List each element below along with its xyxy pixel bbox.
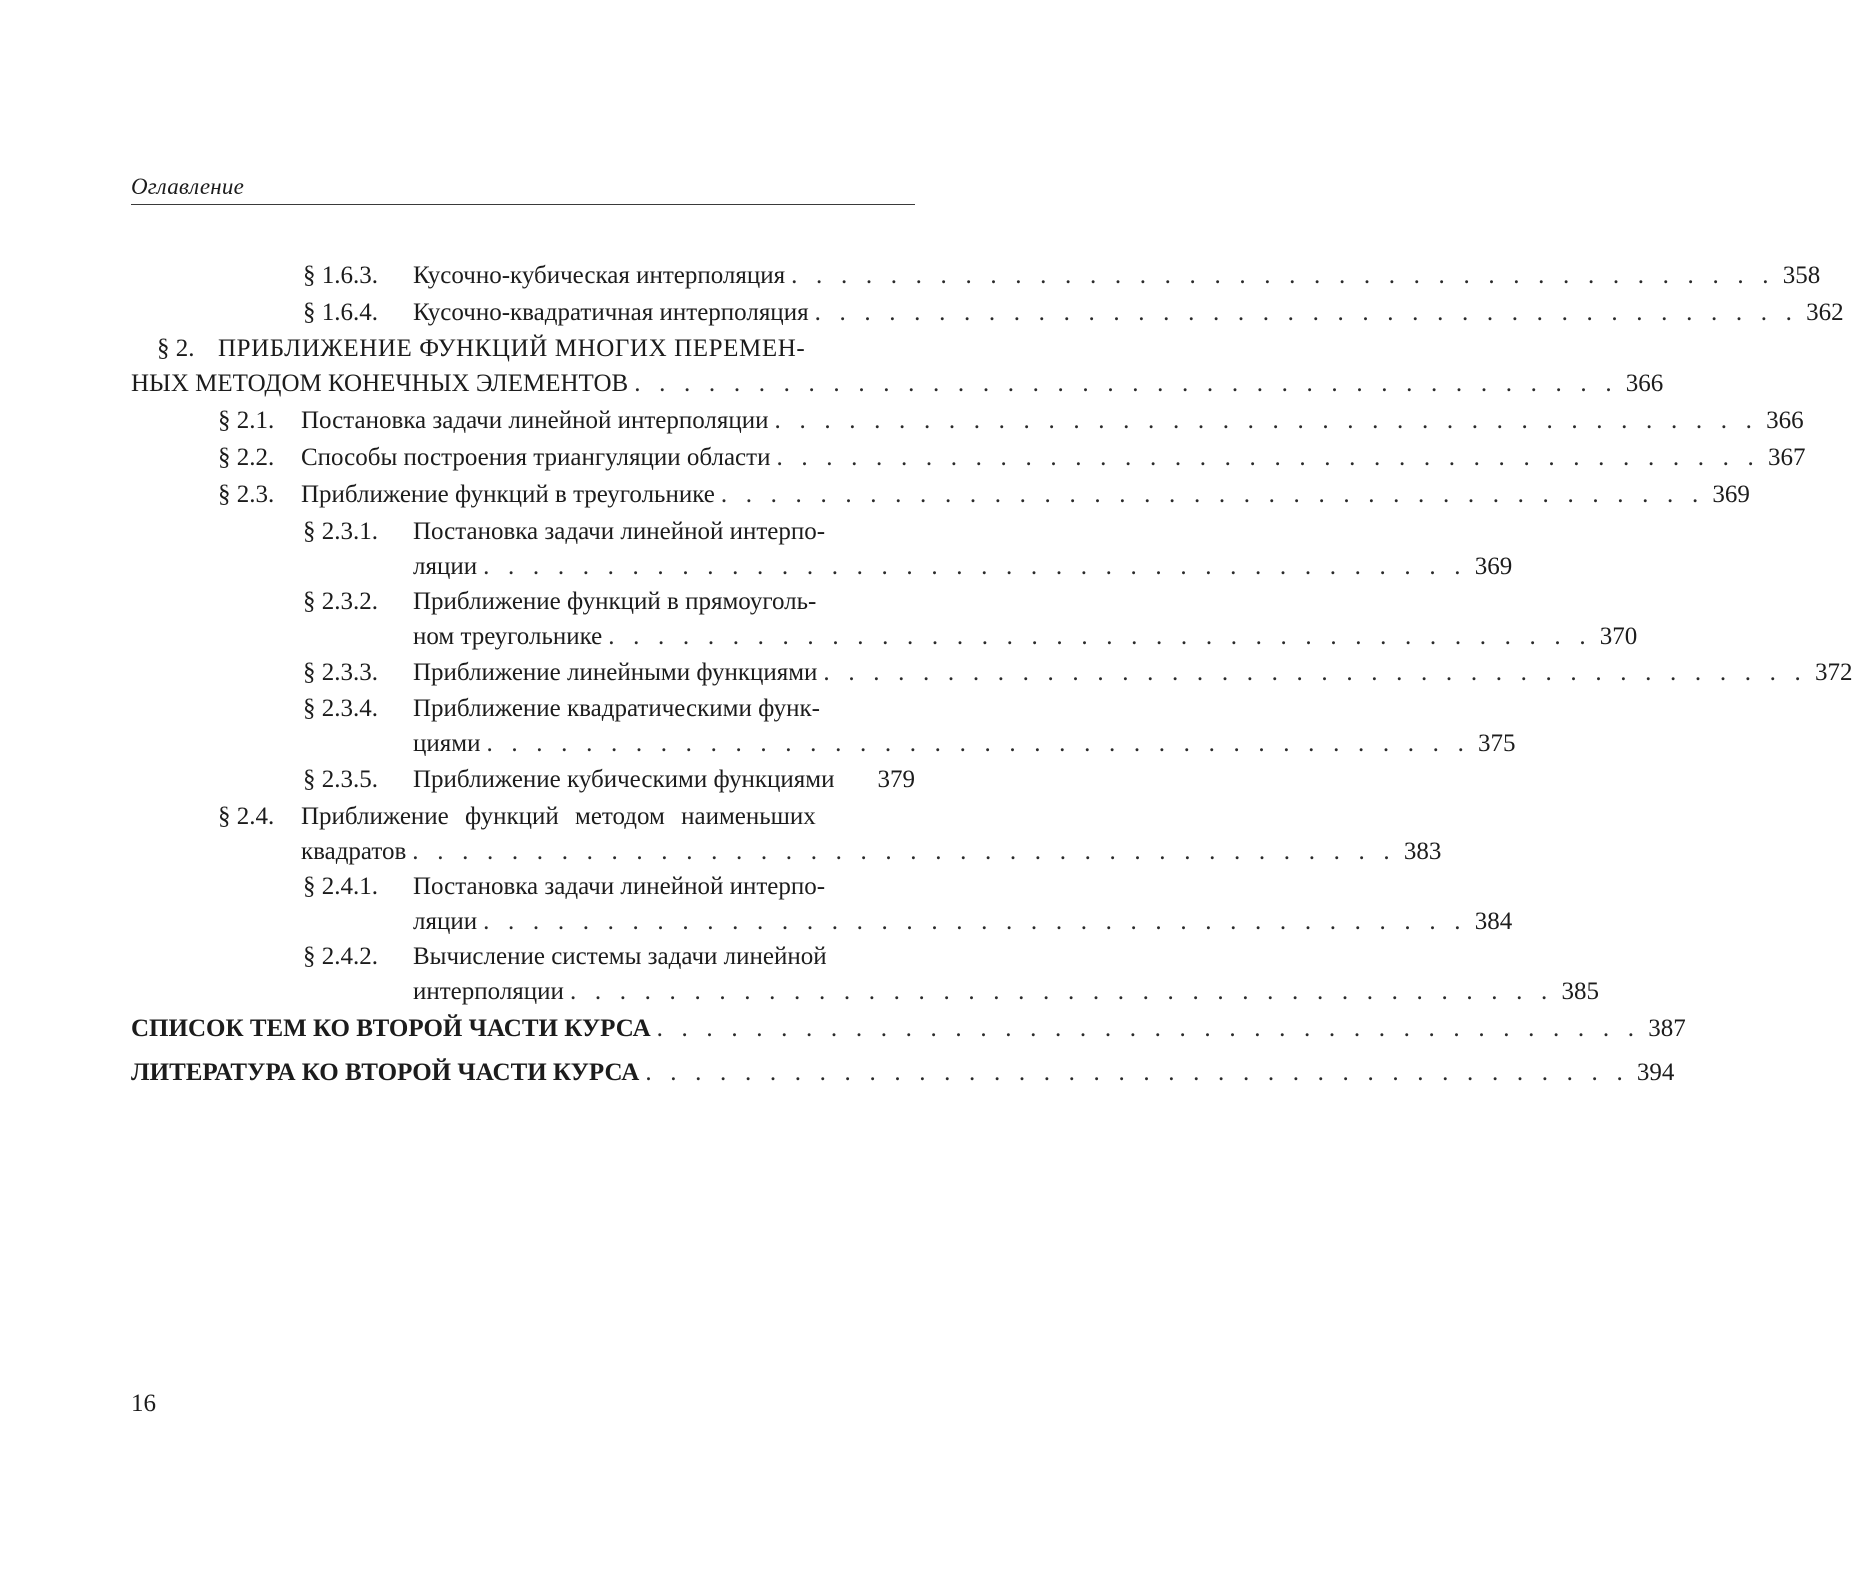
toc-entry-line bbox=[413, 620, 1638, 654]
toc-entry-number: § 2.1. bbox=[218, 407, 275, 434]
toc-entry-title: НЫХ МЕТОДОМ КОНЕЧНЫХ ЭЛЕМЕНТОВ bbox=[131, 370, 629, 397]
toc-entry-title-line1: Приближение функций методом наименьших bbox=[301, 803, 816, 830]
toc-entry-page: 379 bbox=[877, 766, 915, 793]
toc-entry-title: ном треугольнике bbox=[413, 623, 603, 650]
toc-entry-line bbox=[413, 905, 1513, 939]
toc-entry-number: § 2.4.1. bbox=[303, 873, 378, 900]
leader-dots: . . . . . . . . . . . . . . . . . . . . . . . . . . . . . . . . . . . . . . . . bbox=[634, 370, 1618, 397]
toc-entry[interactable] bbox=[0, 1056, 1675, 1092]
toc-entry-line bbox=[413, 656, 1852, 690]
toc-entry-page: 375 bbox=[1478, 730, 1516, 757]
toc-entry-line bbox=[413, 975, 1600, 1009]
toc-entry-page: 358 bbox=[1782, 262, 1821, 289]
toc-entry-line bbox=[413, 550, 1513, 584]
toc-entry-number: § 1.6.3. bbox=[303, 262, 378, 289]
toc-entry-line bbox=[301, 835, 1442, 869]
toc-entry-title-line1: Приближение квадратическими функ- bbox=[413, 695, 821, 722]
toc-entry-page: 384 bbox=[1474, 908, 1513, 935]
toc-entry-number: § 2.3.5. bbox=[303, 766, 378, 793]
toc-entry-number: § 1.6.4. bbox=[303, 299, 378, 326]
leader-dots: . . . . . . . . . . . . . . . . . . . . . . . . . . . . . . . . . . . . . . . . bbox=[569, 978, 1554, 1005]
toc-entry-title-line1: Вычисление системы задачи линейной bbox=[413, 943, 827, 970]
toc-entry[interactable] bbox=[0, 1012, 1686, 1048]
leader-dots: . . . . . . . . . . . . . . . . . . . . . . . . . . . . . . . . . . . . . . . . bbox=[720, 481, 1705, 508]
toc-entry-number: § 2. bbox=[157, 335, 195, 362]
toc-entry[interactable] bbox=[0, 441, 1806, 475]
toc-entry[interactable] bbox=[0, 404, 1804, 438]
toc-entry-number: § 2.3.4. bbox=[303, 695, 378, 722]
toc-entry-title: Способы построения триангуляции области bbox=[301, 444, 771, 471]
toc-entry[interactable] bbox=[0, 585, 1638, 655]
toc-entry[interactable] bbox=[0, 515, 1513, 585]
toc-entry[interactable] bbox=[0, 332, 1664, 402]
running-header: Оглавление bbox=[131, 172, 915, 205]
toc-entry-page: 366 bbox=[1625, 370, 1664, 397]
leader-dots: . . . . . . . . . . . . . . . . . . . . . . . . . . . . . . . . . . . . . . . . bbox=[486, 730, 1471, 757]
toc-entry-line bbox=[413, 763, 915, 797]
toc-entry-number: § 2.4.2. bbox=[303, 943, 378, 970]
toc-entry-title-line1: Приближение функций в прямоуголь- bbox=[413, 588, 817, 615]
toc-entry-title: ляции bbox=[413, 908, 478, 935]
toc-entry-title-line1: ПРИБЛИЖЕНИЕ ФУНКЦИЙ МНОГИХ ПЕРЕМЕН- bbox=[218, 335, 806, 362]
toc-entry[interactable] bbox=[0, 763, 1000, 797]
toc-entry-page: 385 bbox=[1561, 978, 1600, 1005]
leader-dots: . . . . . . . . . . . . . . . . . . . . . . . . . . . . . . . . . . . . . . . . bbox=[483, 553, 1467, 580]
toc-entry-line bbox=[301, 404, 1804, 438]
toc-entry[interactable] bbox=[0, 940, 1600, 1010]
leader-dots: . . . . . . . . . . . . . . . . . . . . . . . . . . . . . . . . . . . . . . . . bbox=[608, 623, 1592, 650]
toc-entry[interactable] bbox=[0, 800, 1442, 870]
toc-entry-number: § 2.3.3. bbox=[303, 659, 378, 686]
toc-entry-title-line1: Постановка задачи линейной интерпо- bbox=[413, 518, 826, 545]
toc-entry-number: § 2.3.1. bbox=[303, 518, 378, 545]
toc-entry-page: 366 bbox=[1766, 407, 1804, 434]
toc-entry-title: Кусочно-кубическая интерполяция bbox=[413, 262, 786, 289]
toc-entry-title: циями bbox=[413, 730, 481, 757]
leader-dots: . . . . . . . . . . . . . . . . . . . . . . . . . . . . . . . . . . . . . . . . bbox=[776, 444, 1761, 471]
toc-entry[interactable] bbox=[0, 692, 1516, 762]
toc-entry-title: Приближение кубическими функциями bbox=[413, 766, 835, 793]
leader-dots: . . . . . . . . . . . . . . . . . . . . . . . . . . . . . . . . . . . . . . . . bbox=[483, 908, 1467, 935]
toc-entry-number: § 2.3.2. bbox=[303, 588, 378, 615]
toc-entry-page: 370 bbox=[1599, 623, 1638, 650]
toc-entry-page: 387 bbox=[1648, 1015, 1686, 1042]
toc-entry[interactable] bbox=[0, 656, 1852, 690]
toc-entry[interactable] bbox=[0, 478, 1750, 512]
toc-entry-title: Постановка задачи линейной интерполяции bbox=[301, 407, 769, 434]
toc-entry-line bbox=[413, 727, 1516, 761]
toc-entry-title-line1: Постановка задачи линейной интерпо- bbox=[413, 873, 826, 900]
toc-entry-page: 383 bbox=[1403, 838, 1442, 865]
toc-entry-line bbox=[413, 296, 1844, 330]
toc-entry[interactable] bbox=[0, 296, 1844, 330]
toc-entry[interactable] bbox=[0, 870, 1513, 940]
leader-dots: . . . . . . . . . . . . . . . . . . . . . . . . . . . . . . . . . . . . . . . . bbox=[823, 659, 1807, 686]
toc-entry-page: 362 bbox=[1806, 299, 1844, 326]
toc-entry-number: § 2.2. bbox=[218, 444, 275, 471]
page-number: 16 bbox=[131, 1390, 156, 1417]
toc-entry-page: 369 bbox=[1474, 553, 1513, 580]
toc-entry-title: ЛИТЕРАТУРА КО ВТОРОЙ ЧАСТИ КУРСА bbox=[131, 1059, 640, 1086]
toc-entry-title: интерполяции bbox=[413, 978, 564, 1005]
toc-entry-page: 372 bbox=[1814, 659, 1852, 686]
toc-entry-title: СПИСОК ТЕМ КО ВТОРОЙ ЧАСТИ КУРСА bbox=[131, 1015, 651, 1042]
toc-entry-line bbox=[131, 1056, 1675, 1090]
toc-entry-line bbox=[301, 478, 1750, 512]
leader-dots: . . . . . . . . . . . . . . . . . . . . . . . . . . . . . . . . . . . . . . . . bbox=[814, 299, 1799, 326]
leader-dots: . . . . . . . . . . . . . . . . . . . . . . . . . . . . . . . . . . . . . . . . bbox=[645, 1059, 1629, 1086]
toc-entry-line bbox=[131, 1012, 1686, 1046]
toc-entry-title: Приближение функций в треугольнике bbox=[301, 481, 715, 508]
toc-entry-title: квадратов bbox=[301, 838, 407, 865]
leader-dots: . . . . . . . . . . . . . . . . . . . . . . . . . . . . . . . . . . . . . . . . bbox=[412, 838, 1396, 865]
toc-entry-page: 394 bbox=[1636, 1059, 1675, 1086]
toc-entry-title: Приближение линейными функциями bbox=[413, 659, 818, 686]
toc-entry-number: § 2.4. bbox=[218, 803, 275, 830]
toc-entry-title: Кусочно-квадратичная интерполяция bbox=[413, 299, 809, 326]
toc-entry-page: 367 bbox=[1768, 444, 1806, 471]
toc-entry-number: § 2.3. bbox=[218, 481, 275, 508]
toc-entry-page: 369 bbox=[1712, 481, 1750, 508]
toc-entry-line bbox=[301, 441, 1806, 475]
toc-entry-line bbox=[413, 259, 1821, 293]
leader-dots: . . . . . . . . . . . . . . . . . . . . . . . . . . . . . . . . . . . . . . . . bbox=[656, 1015, 1641, 1042]
toc-entry-line bbox=[131, 367, 1664, 401]
leader-dots: . . . . . . . . . . . . . . . . . . . . . . . . . . . . . . . . . . . . . . . . bbox=[774, 407, 1759, 434]
toc-entry[interactable] bbox=[0, 259, 1821, 293]
leader-dots: . . . . . . . . . . . . . . . . . . . . . . . . . . . . . . . . . . . . . . . . bbox=[791, 262, 1775, 289]
toc-entry-title: ляции bbox=[413, 553, 478, 580]
